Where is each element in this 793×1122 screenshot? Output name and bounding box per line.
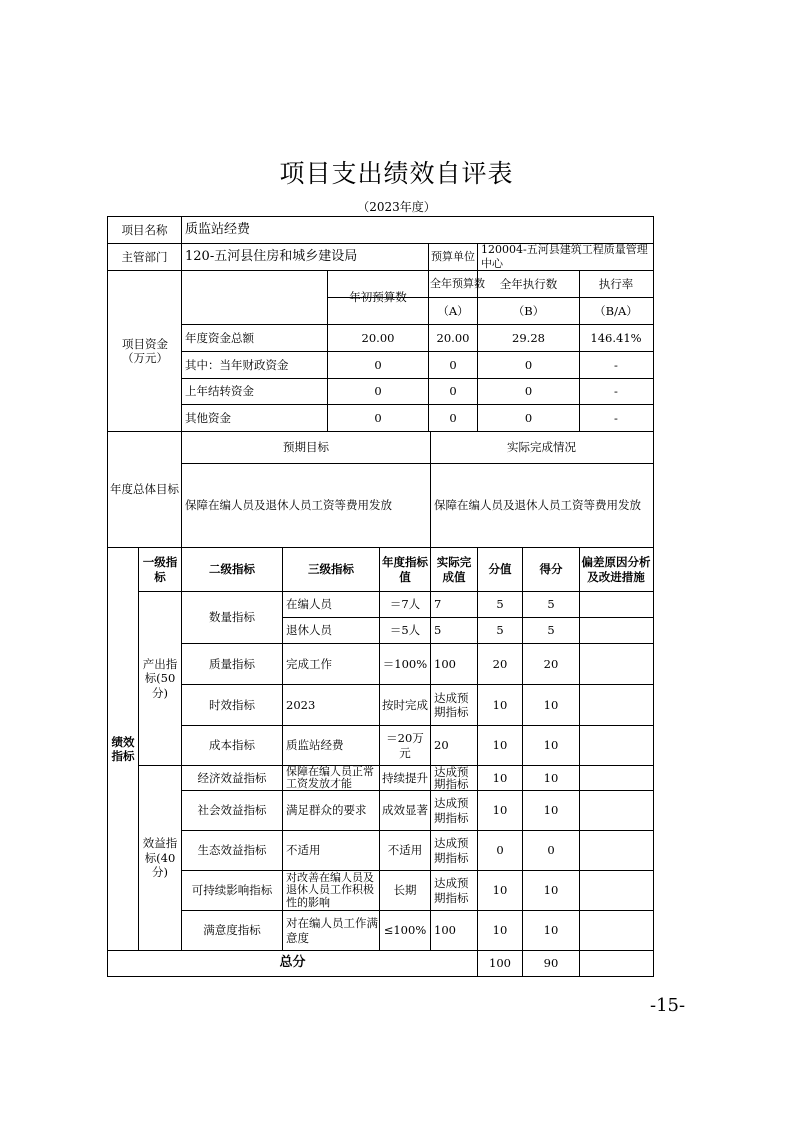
perf-l2: 成本指标: [209, 738, 255, 753]
perf-l2: 社会效益指标: [197, 803, 267, 818]
perf-l3: 质监站经费: [286, 738, 344, 753]
goals-actual-text: 保障在编人员及退休人员工资等费用发放: [434, 498, 641, 513]
perf-weight: 5: [496, 597, 504, 612]
perf-header-level1: 一级指标: [142, 555, 178, 584]
perf-weight: 5: [496, 623, 504, 638]
perf-score: 5: [547, 597, 555, 612]
perf-l2: 质量指标: [209, 656, 255, 671]
funds-row-name: 其他资金: [185, 410, 231, 425]
perf-score: 10: [543, 738, 559, 753]
perf-actual: 100: [434, 656, 456, 671]
perf-header-actual: 实际完成值: [436, 555, 472, 584]
perf-score: 10: [543, 770, 559, 785]
total-weight: 100: [489, 956, 511, 971]
funds-row-rate: 146.41%: [590, 330, 642, 345]
perf-l2: 满意度指标: [203, 923, 261, 938]
perf-l3: 2023: [286, 697, 316, 712]
funds-row-rate: -: [614, 357, 618, 372]
funds-row-rate: -: [614, 384, 618, 399]
dept-label: 主管部门: [121, 249, 168, 264]
document-subtitle: （2023年度）: [357, 200, 436, 214]
perf-l3: 对在编人员工作满意度: [286, 916, 378, 945]
perf-actual: 达成预期指标: [434, 876, 469, 905]
perf-target: 成效显著: [382, 803, 428, 818]
perf-target: ＝20万元: [386, 731, 424, 760]
perf-header-level2: 二级指标: [209, 562, 255, 577]
performance-label: 绩效指标: [111, 734, 135, 763]
goals-label: 年度总体目标: [110, 482, 179, 497]
perf-actual: 20: [434, 738, 449, 753]
dept-value: 120-五河县住房和城乡建设局: [185, 248, 358, 264]
goals-actual-header: 实际完成情况: [507, 440, 576, 455]
perf-target: 持续提升: [382, 770, 428, 785]
funds-row-name: 年度资金总额: [185, 330, 254, 345]
funds-header-exec-rate: 执行率: [598, 276, 634, 291]
funds-header-a: （A）: [437, 303, 469, 318]
perf-target: ＝100%: [382, 656, 428, 671]
output-group-label: 产出指标(50分): [142, 656, 178, 700]
perf-target: ＝7人: [389, 597, 421, 612]
perf-l3: 在编人员: [286, 597, 332, 612]
funds-row-name: 其中：当年财政资金: [185, 357, 289, 372]
perf-actual: 达成预期指标: [434, 796, 469, 825]
perf-score: 20: [543, 656, 559, 671]
perf-actual: 100: [434, 923, 456, 938]
perf-weight: 10: [492, 923, 508, 938]
perf-header-target: 年度指标值: [382, 555, 428, 584]
perf-score: 10: [543, 883, 559, 898]
goals-expected-text: 保障在编人员及退休人员工资等费用发放: [185, 498, 392, 513]
perf-l2: 经济效益指标: [197, 770, 267, 785]
funds-row-initial: 0: [374, 384, 382, 399]
perf-target: 不适用: [387, 843, 423, 858]
perf-l3: 不适用: [286, 843, 321, 858]
funds-row-b: 29.28: [512, 330, 545, 345]
perf-score: 0: [547, 843, 555, 858]
perf-actual: 达成预期指标: [434, 836, 469, 865]
perf-l3: 退休人员: [286, 623, 332, 638]
perf-l2: 生态效益指标: [197, 843, 267, 858]
benefit-group-label: 效益指标(40分): [142, 836, 178, 880]
perf-score: 10: [543, 923, 559, 938]
perf-header-level3: 三级指标: [308, 562, 354, 577]
funds-header-initial: 年初预算数: [349, 290, 407, 305]
unit-value: 120004-五河县建筑工程质量管理中心: [481, 243, 648, 270]
perf-actual: 达成预期指标: [434, 690, 469, 719]
perf-score: 5: [547, 623, 555, 638]
funds-header-full-year-budget: 全年预算数: [430, 277, 485, 291]
unit-label: 预算单位: [431, 250, 475, 264]
perf-l3: 对改善在编人员及退休人员工作积极性的影响: [286, 871, 374, 909]
funds-row-name: 上年结转资金: [185, 384, 254, 399]
perf-actual: 5: [434, 623, 442, 638]
perf-weight: 10: [492, 738, 508, 753]
perf-weight: 10: [492, 803, 508, 818]
perf-target: 长期: [393, 883, 417, 898]
perf-target: 按时完成: [382, 697, 428, 712]
perf-header-score: 得分: [539, 562, 563, 577]
perf-l2: 时效指标: [209, 697, 255, 712]
project-name-value: 质监站经费: [185, 221, 251, 237]
funds-row-initial: 0: [374, 357, 382, 372]
perf-header-weight: 分值: [488, 562, 512, 577]
funds-row-b: 0: [524, 357, 533, 372]
funds-header-b: （B）: [512, 303, 545, 318]
perf-l3: 满足群众的要求: [286, 803, 367, 818]
project-name-label: 项目名称: [121, 222, 168, 237]
perf-weight: 10: [492, 883, 508, 898]
funds-label: 项目资金（万元）: [122, 336, 168, 365]
perf-score: 10: [543, 803, 559, 818]
perf-l3: 保障在编人员正常工资发放才能: [286, 765, 374, 790]
funds-row-a: 20.00: [436, 330, 470, 345]
perf-weight: 0: [496, 843, 504, 858]
funds-header-full-year-exec: 全年执行数: [499, 276, 558, 291]
perf-l2: 数量指标: [209, 610, 255, 625]
goals-expected-header: 预期目标: [283, 440, 329, 455]
funds-row-initial: 0: [374, 410, 382, 425]
perf-score: 10: [543, 697, 559, 712]
perf-actual: 7: [434, 597, 442, 612]
perf-weight: 10: [492, 770, 508, 785]
funds-row-initial: 20.00: [361, 330, 395, 345]
perf-l2: 可持续影响指标: [191, 883, 273, 898]
funds-row-rate: -: [614, 410, 618, 425]
total-score: 90: [543, 956, 559, 971]
perf-weight: 10: [492, 697, 508, 712]
perf-target: ＝5人: [389, 623, 421, 638]
funds-row-b: 0: [524, 384, 533, 399]
page-number: -15-: [650, 995, 686, 1016]
funds-row-b: 0: [524, 410, 533, 425]
perf-header-reason: 偏差原因分析及改进措施: [581, 555, 651, 584]
funds-header-ba: （B/A）: [594, 303, 638, 318]
total-label: 总分: [279, 955, 306, 971]
perf-weight: 20: [492, 656, 508, 671]
document-title: 项目支出绩效自评表: [279, 159, 514, 188]
perf-l3: 完成工作: [286, 656, 332, 671]
funds-row-a: 0: [449, 384, 457, 399]
funds-row-a: 0: [449, 410, 457, 425]
perf-actual: 达成预期指标: [434, 764, 469, 791]
perf-target: ≤100%: [383, 923, 427, 938]
funds-row-a: 0: [449, 357, 457, 372]
